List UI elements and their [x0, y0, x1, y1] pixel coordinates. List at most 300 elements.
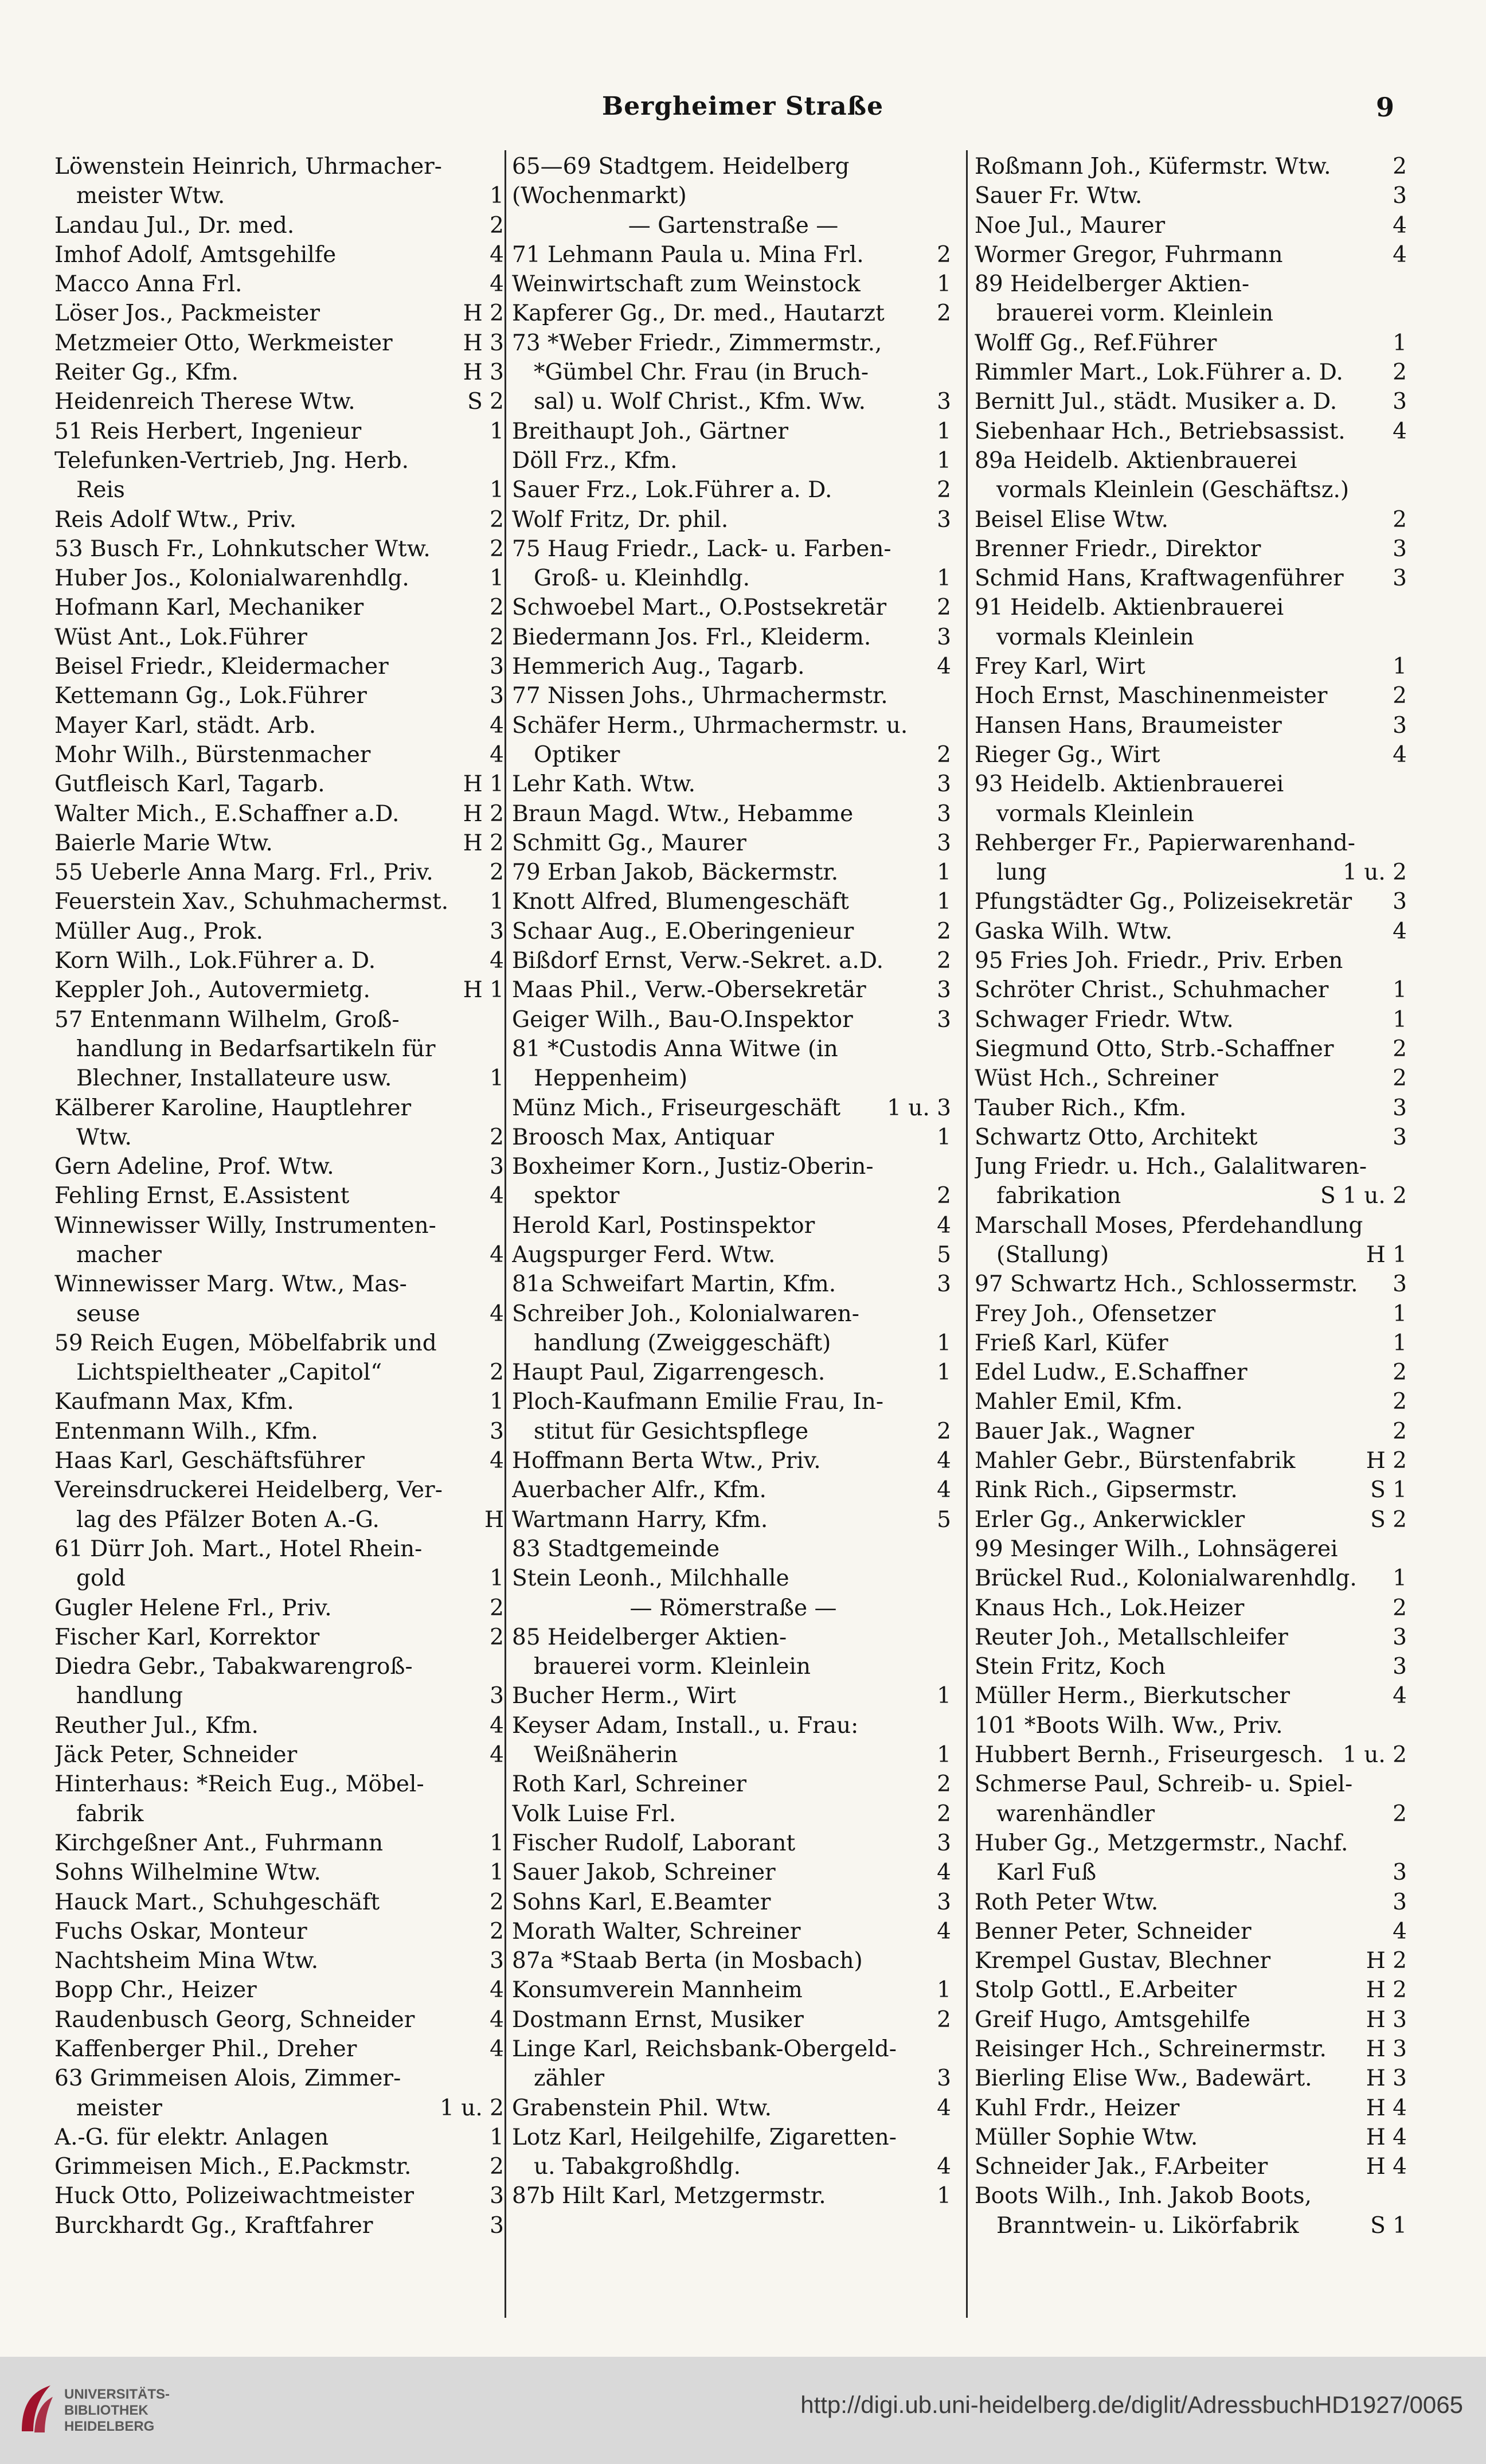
entry-text: Bauer Jak., Wagner [975, 1418, 1194, 1444]
floor-number: 1 [937, 418, 951, 444]
entry-text: Döll Frz., Kfm. [512, 447, 678, 474]
entry-text: Landau Jul., Dr. med. [54, 212, 295, 239]
directory-entry [975, 358, 1410, 387]
directory-entry [512, 2152, 955, 2181]
directory-entry [54, 1917, 507, 1946]
directory-entry [54, 1681, 507, 1711]
entry-text: Schäfer Herm., Uhrmachermstr. u. [512, 712, 908, 739]
entry-text: Wartmann Harry, Kfm. [512, 1506, 768, 1533]
directory-entry [54, 1387, 507, 1416]
floor-number: H 3 [463, 360, 504, 386]
directory-entry [54, 387, 507, 416]
entry-text: 55 Ueberle Anna Marg. Frl., Priv. [54, 860, 433, 886]
entry-text: Boots Wilh., Inh. Jakob Boots, [975, 2183, 1312, 2209]
entry-text: Kettemann Gg., Lok.Führer [54, 683, 367, 709]
entry-text: Diedra Gebr., Tabakwarengroß- [54, 1654, 413, 1680]
floor-number: H 4 [1366, 2095, 1407, 2121]
entry-text: 79 Erban Jakob, Bäckermstr. [512, 860, 839, 886]
directory-entry [54, 417, 507, 446]
floor-number: 2 [1393, 506, 1407, 533]
directory-entry [54, 1152, 507, 1181]
entry-text: Mohr Wilh., Bürstenmacher [54, 741, 371, 768]
floor-number: 3 [490, 2183, 504, 2209]
page-header [0, 92, 1486, 138]
directory-entry [54, 1975, 507, 2005]
entry-text: Knott Alfred, Blumengeschäft [512, 889, 849, 915]
entry-text: Macco Anna Frl. [54, 271, 243, 298]
floor-number: 2 [937, 741, 951, 768]
entry-text: Konsumverein Mannheim [512, 1977, 803, 2004]
entry-text: Grimmeisen Mich., E.Packmstr. [54, 2154, 412, 2180]
floor-number: 2 [937, 1771, 951, 1798]
floor-number: S 1 u. 2 [1320, 1183, 1407, 1209]
directory-entry [54, 829, 507, 858]
directory-entry [54, 505, 507, 534]
directory-entry [54, 358, 507, 387]
entry-text: Hinterhaus: *Reich Eug., Möbel- [54, 1771, 424, 1798]
floor-number: 1 [490, 565, 504, 592]
floor-number: 1 [1393, 1301, 1407, 1327]
entry-text: Heidenreich Therese Wtw. [54, 389, 355, 415]
entry-text: Hemmerich Aug., Tagarb. [512, 654, 805, 680]
library-name-line: HEIDELBERG [64, 2419, 155, 2434]
floor-number: S 1 [1370, 2212, 1407, 2239]
entry-text: Weinwirtschaft zum Weinstock [512, 271, 861, 298]
floor-number: 4 [490, 1241, 504, 1268]
entry-text: Lotz Karl, Heilgehilfe, Zigaretten- [512, 2124, 897, 2150]
floor-number: 2 [1393, 1065, 1407, 1092]
directory-entry [512, 181, 955, 210]
entry-text: Noe Jul., Maurer [975, 212, 1166, 239]
entry-text: 73 *Weber Friedr., Zimmermstr., [512, 330, 882, 356]
directory-entry [975, 1299, 1410, 1329]
directory-entry [975, 1123, 1410, 1152]
entry-text: 87a *Staab Berta (in Mosbach) [512, 1948, 863, 1974]
directory-entry [512, 1181, 955, 1210]
entry-text: Hoch Ernst, Maschinenmeister [975, 683, 1328, 709]
entry-text: Frey Joh., Ofensetzer [975, 1301, 1216, 1327]
floor-number: 1 [937, 1683, 951, 1709]
entry-text: Reuther Jul., Kfm. [54, 1712, 259, 1739]
entry-text: u. Tabakgroßhdlg. [534, 2154, 741, 2180]
floor-number: 3 [937, 389, 951, 415]
directory-entry [975, 152, 1410, 181]
directory-entry [512, 2123, 955, 2152]
entry-text: 57 Entenmann Wilhelm, Groß- [54, 1006, 400, 1033]
entry-text: Münz Mich., Friseurgeschäft [512, 1095, 841, 1121]
directory-entry [975, 446, 1410, 475]
floor-number: 3 [490, 1948, 504, 1974]
entry-text: Schwoebel Mart., O.Postsekretär [512, 595, 887, 621]
entry-text: Rimmler Mart., Lok.Führer a. D. [975, 360, 1343, 386]
directory-entry [975, 1770, 1410, 1799]
directory-entry [512, 1917, 955, 1946]
directory-entry [54, 1946, 507, 1975]
entry-text: Korn Wilh., Lok.Führer a. D. [54, 948, 376, 974]
directory-entry [54, 593, 507, 622]
floor-number: 1 [1393, 1330, 1407, 1356]
directory-entry [54, 1034, 507, 1064]
entry-text: Wormer Gregor, Fuhrmann [975, 241, 1283, 268]
floor-number: 2 [490, 506, 504, 533]
floor-number: 2 [490, 860, 504, 886]
directory-entry [512, 1505, 955, 1534]
directory-entry [54, 2094, 507, 2123]
directory-entry [975, 1034, 1410, 1064]
floor-number: 2 [490, 624, 504, 650]
directory-entry [512, 1975, 955, 2005]
directory-entry [975, 534, 1410, 564]
entry-text: 89 Heidelberger Aktien- [975, 271, 1250, 298]
directory-entry [975, 240, 1410, 270]
directory-entry [54, 1770, 507, 1799]
entry-text: warenhändler [996, 1801, 1155, 1827]
floor-number: 1 [490, 418, 504, 444]
directory-entry [512, 1329, 955, 1358]
directory-entry [512, 1534, 955, 1564]
entry-text: 65—69 Stadtgem. Heidelberg [512, 154, 850, 179]
floor-number: 1 u. 2 [1343, 1742, 1407, 1768]
directory-entry [975, 299, 1410, 328]
directory-entry [54, 1505, 507, 1534]
entry-text: Rink Rich., Gipsermstr. [975, 1477, 1238, 1504]
directory-entry [975, 1799, 1410, 1829]
directory-entry [54, 1829, 507, 1858]
entry-text: Bopp Chr., Heizer [54, 1977, 257, 2004]
floor-number: 1 u. 2 [440, 2095, 504, 2121]
directory-entry [975, 1094, 1410, 1123]
directory-entry [54, 1652, 507, 1681]
floor-number: 3 [490, 683, 504, 709]
entry-text: Volk Luise Frl. [512, 1801, 676, 1827]
entry-text: Fischer Rudolf, Laborant [512, 1830, 796, 1856]
directory-entry [54, 1240, 507, 1270]
directory-entry [975, 181, 1410, 210]
entry-text: gold [76, 1565, 126, 1592]
directory-entry [975, 387, 1410, 416]
directory-entry [975, 1446, 1410, 1475]
floor-number: 1 [1393, 330, 1407, 356]
directory-entry [512, 975, 955, 1005]
floor-number: H 4 [1366, 2154, 1407, 2180]
directory-entry [512, 1446, 955, 1475]
directory-entry [54, 917, 507, 946]
floor-number: 4 [490, 741, 504, 768]
floor-number: 2 [1393, 683, 1407, 709]
directory-entry [54, 975, 507, 1005]
entry-text: (Wochenmarkt) [512, 183, 687, 209]
directory-entry [975, 1152, 1410, 1181]
floor-number: 4 [490, 2006, 504, 2033]
entry-text: handlung [76, 1683, 183, 1709]
entry-text: Marschall Moses, Pferdehandlung [975, 1212, 1363, 1239]
floor-number: 2 [490, 2154, 504, 2180]
entry-text: Hubbert Bernh., Friseurgesch. [975, 1742, 1324, 1768]
directory-entry [54, 887, 507, 916]
entry-text: Tauber Rich., Kfm. [975, 1095, 1187, 1121]
entry-text: lung [996, 860, 1047, 886]
floor-number: 1 [937, 2183, 951, 2209]
library-name-line: BIBLIOTHEK [64, 2403, 148, 2418]
floor-number: 2 [490, 536, 504, 562]
floor-number: 2 [937, 948, 951, 974]
entry-text: Kaufmann Max, Kfm. [54, 1389, 294, 1415]
column-divider [966, 150, 968, 2318]
directory-entry [975, 1064, 1410, 1093]
directory-entry [512, 1240, 955, 1270]
floor-number: 3 [1393, 1624, 1407, 1650]
floor-number: 4 [1393, 1683, 1407, 1709]
floor-number: 4 [490, 1977, 504, 2004]
entry-text: Auerbacher Alfr., Kfm. [512, 1477, 767, 1504]
entry-text: Roth Peter Wtw. [975, 1889, 1159, 1915]
directory-entry [54, 1064, 507, 1093]
floor-number: 1 [490, 183, 504, 209]
directory-entry [512, 475, 955, 505]
directory-entry [54, 946, 507, 975]
floor-number: 4 [490, 241, 504, 268]
floor-number: 3 [490, 1683, 504, 1709]
floor-number: H 1 [463, 977, 504, 1003]
entry-text: Kirchgeßner Ant., Fuhrmann [54, 1830, 384, 1856]
directory-entry [54, 1799, 507, 1829]
directory-entry [975, 1888, 1410, 1917]
directory-entry [975, 711, 1410, 740]
directory-entry [54, 475, 507, 505]
directory-entry [512, 1211, 955, 1240]
entry-text: Reuter Joh., Metallschleifer [975, 1624, 1288, 1650]
floor-number: 1 [937, 860, 951, 886]
entry-text: Erler Gg., Ankerwickler [975, 1506, 1245, 1533]
directory-entry [512, 2094, 955, 2123]
floor-number: 2 [1393, 1389, 1407, 1415]
section-heading [512, 211, 955, 240]
floor-number: 1 [937, 447, 951, 474]
directory-entry [512, 1387, 955, 1416]
floor-number: 3 [937, 800, 951, 827]
floor-number: 4 [937, 654, 951, 680]
directory-entry [512, 1034, 955, 1064]
entry-text: Grabenstein Phil. Wtw. [512, 2095, 772, 2121]
directory-entry [975, 1475, 1410, 1505]
entry-text: 95 Fries Joh. Friedr., Priv. Erben [975, 948, 1343, 974]
floor-number: H 2 [1366, 1977, 1407, 2004]
floor-number: 2 [937, 300, 951, 327]
entry-text: Augspurger Ferd. Wtw. [512, 1241, 776, 1268]
directory-entry [54, 1123, 507, 1152]
directory-entry [512, 1770, 955, 1799]
directory-entry [512, 387, 955, 416]
entry-text: 51 Reis Herbert, Ingenieur [54, 418, 362, 444]
entry-text: Stein Leonh., Milchhalle [512, 1565, 789, 1592]
directory-entry [975, 946, 1410, 975]
entry-text: handlung in Bedarfsartikeln für [76, 1036, 436, 1062]
entry-text: Metzmeier Otto, Werkmeister [54, 330, 393, 356]
source-url-link[interactable]: http://digi.ub.uni-heidelberg.de/diglit/AdressbuchHD1927/0065 [800, 2391, 1463, 2418]
entry-text: Schneider Jak., F.Arbeiter [975, 2154, 1268, 2180]
directory-entry [975, 917, 1410, 946]
floor-number: 2 [490, 212, 504, 239]
floor-number: 3 [937, 624, 951, 650]
floor-number: 4 [490, 1742, 504, 1768]
directory-column-3 [975, 152, 1410, 2325]
directory-entry [54, 2035, 507, 2064]
entry-text: fabrik [76, 1801, 144, 1827]
floor-number: 4 [490, 948, 504, 974]
floor-number: 1 [937, 1742, 951, 1768]
directory-entry [54, 1564, 507, 1593]
directory-entry [975, 593, 1410, 622]
entry-text: Hofmann Karl, Mechaniker [54, 595, 364, 621]
directory-entry [975, 1240, 1410, 1270]
entry-text: 101 *Boots Wilh. Ww., Priv. [975, 1712, 1283, 1739]
directory-entry [54, 1270, 507, 1299]
floor-number: H 2 [463, 300, 504, 327]
directory-entry [54, 1005, 507, 1034]
entry-text: Lichtspieltheater „Capitol“ [76, 1360, 382, 1386]
entry-text: — Römerstraße — [629, 1595, 837, 1621]
directory-entry [512, 446, 955, 475]
entry-text: Optiker [534, 741, 620, 768]
entry-text: Vereinsdruckerei Heidelberg, Ver- [54, 1477, 443, 1504]
floor-number: 3 [490, 1418, 504, 1444]
floor-number: 1 [1393, 1565, 1407, 1592]
entry-text: Schwartz Otto, Architekt [975, 1124, 1258, 1150]
entry-text: Wtw. [76, 1124, 132, 1150]
directory-entry [512, 505, 955, 534]
entry-text: Feuerstein Xav., Schuhmachermst. [54, 889, 449, 915]
directory-entry [512, 1652, 955, 1681]
entry-text: Stolp Gottl., E.Arbeiter [975, 1977, 1237, 2004]
directory-entry [512, 270, 955, 299]
directory-entry [512, 1123, 955, 1152]
directory-entry [512, 887, 955, 916]
floor-number: 4 [490, 1712, 504, 1739]
directory-entry [512, 1681, 955, 1711]
floor-number: 1 [490, 477, 504, 503]
directory-entry [512, 1740, 955, 1770]
entry-text: vormals Kleinlein [996, 624, 1194, 650]
directory-entry [54, 652, 507, 681]
floor-number: 2 [937, 477, 951, 503]
directory-entry [512, 299, 955, 328]
floor-number: H 2 [463, 800, 504, 827]
directory-entry [54, 799, 507, 829]
directory-entry [975, 1534, 1410, 1564]
floor-number: 2 [937, 595, 951, 621]
directory-entry [975, 1946, 1410, 1975]
floor-number: 1 u. 2 [1343, 860, 1407, 886]
entry-text: Morath Walter, Schreiner [512, 1918, 801, 1944]
entry-text: Entenmann Wilh., Kfm. [54, 1418, 318, 1444]
floor-number: 4 [490, 2036, 504, 2062]
entry-text: Keyser Adam, Install., u. Frau: [512, 1712, 859, 1739]
directory-entry [54, 1740, 507, 1770]
directory-entry [512, 1270, 955, 1299]
entry-text: Jäck Peter, Schneider [54, 1742, 298, 1768]
floor-number: 1 [937, 1330, 951, 1356]
entry-text: Groß- u. Kleinhdlg. [534, 565, 750, 592]
entry-text: Reiter Gg., Kfm. [54, 360, 238, 386]
entry-text: Siegmund Otto, Strb.-Schaffner [975, 1036, 1334, 1062]
directory-entry [512, 1064, 955, 1093]
directory-entry [54, 1417, 507, 1446]
entry-text: Schwager Friedr. Wtw. [975, 1006, 1234, 1033]
floor-number: 4 [490, 271, 504, 298]
entry-text: Huber Jos., Kolonialwarenhdlg. [54, 565, 409, 592]
floor-number: 1 [937, 889, 951, 915]
floor-number: H 3 [1366, 2065, 1407, 2092]
entry-text: meister Wtw. [76, 183, 225, 209]
entry-text: Kapferer Gg., Dr. med., Hautarzt [512, 300, 885, 327]
floor-number: 3 [937, 506, 951, 533]
entry-text: Karl Fuß [996, 1860, 1097, 1886]
entry-text: Fehling Ernst, E.Assistent [54, 1183, 350, 1209]
directory-entry [54, 534, 507, 564]
floor-number: 4 [1393, 241, 1407, 268]
directory-entry [512, 740, 955, 770]
floor-number: 4 [937, 2095, 951, 2121]
directory-entry [54, 740, 507, 770]
directory-entry [975, 2181, 1410, 2211]
floor-number: 3 [1393, 889, 1407, 915]
floor-number: 3 [937, 830, 951, 856]
directory-entry [54, 858, 507, 887]
floor-number: 2 [490, 1595, 504, 1621]
entry-text: 53 Busch Fr., Lohnkutscher Wtw. [54, 536, 431, 562]
floor-number: S 2 [1370, 1506, 1407, 1533]
floor-number: 1 [937, 1124, 951, 1150]
directory-entry [975, 2211, 1410, 2240]
entry-text: Krempel Gustav, Blechner [975, 1948, 1271, 1974]
entry-text: Beisel Friedr., Kleidermacher [54, 654, 389, 680]
entry-text: 77 Nissen Johs., Uhrmachermstr. [512, 683, 888, 709]
floor-number: 4 [937, 1477, 951, 1504]
floor-number: 3 [937, 2065, 951, 2092]
floor-number: 2 [937, 1801, 951, 1827]
entry-text: Linge Karl, Reichsbank-Obergeld- [512, 2036, 897, 2062]
entry-text: fabrikation [996, 1183, 1121, 1209]
directory-entry [975, 2005, 1410, 2035]
entry-text: Stein Fritz, Koch [975, 1654, 1166, 1680]
entry-text: Müller Sophie Wtw. [975, 2124, 1198, 2150]
floor-number: 3 [1393, 1654, 1407, 1680]
entry-text: Broosch Max, Antiquar [512, 1124, 775, 1150]
entry-text: Wüst Ant., Lok.Führer [54, 624, 307, 650]
entry-text: Mahler Gebr., Bürstenfabrik [975, 1448, 1296, 1474]
entry-text: Greif Hugo, Amtsgehilfe [975, 2006, 1251, 2033]
floor-number: 3 [1393, 565, 1407, 592]
entry-text: Nachtsheim Mina Wtw. [54, 1948, 319, 1974]
directory-entry [975, 1740, 1410, 1770]
floor-number: 2 [490, 1360, 504, 1386]
floor-number: H 1 [1366, 1241, 1407, 1268]
directory-entry [54, 329, 507, 358]
entry-text: seuse [76, 1301, 140, 1327]
directory-entry [54, 2181, 507, 2211]
directory-entry [975, 211, 1410, 240]
entry-text: Sohns Karl, E.Beamter [512, 1889, 771, 1915]
entry-text: 85 Heidelberger Aktien- [512, 1624, 787, 1650]
directory-entry [512, 799, 955, 829]
directory-entry [512, 1799, 955, 1829]
directory-entry [975, 740, 1410, 770]
entry-text: 93 Heidelb. Aktienbrauerei [975, 771, 1284, 798]
floor-number: 4 [490, 712, 504, 739]
floor-number: 4 [937, 1448, 951, 1474]
directory-entry [54, 2064, 507, 2093]
directory-entry [975, 2123, 1410, 2152]
